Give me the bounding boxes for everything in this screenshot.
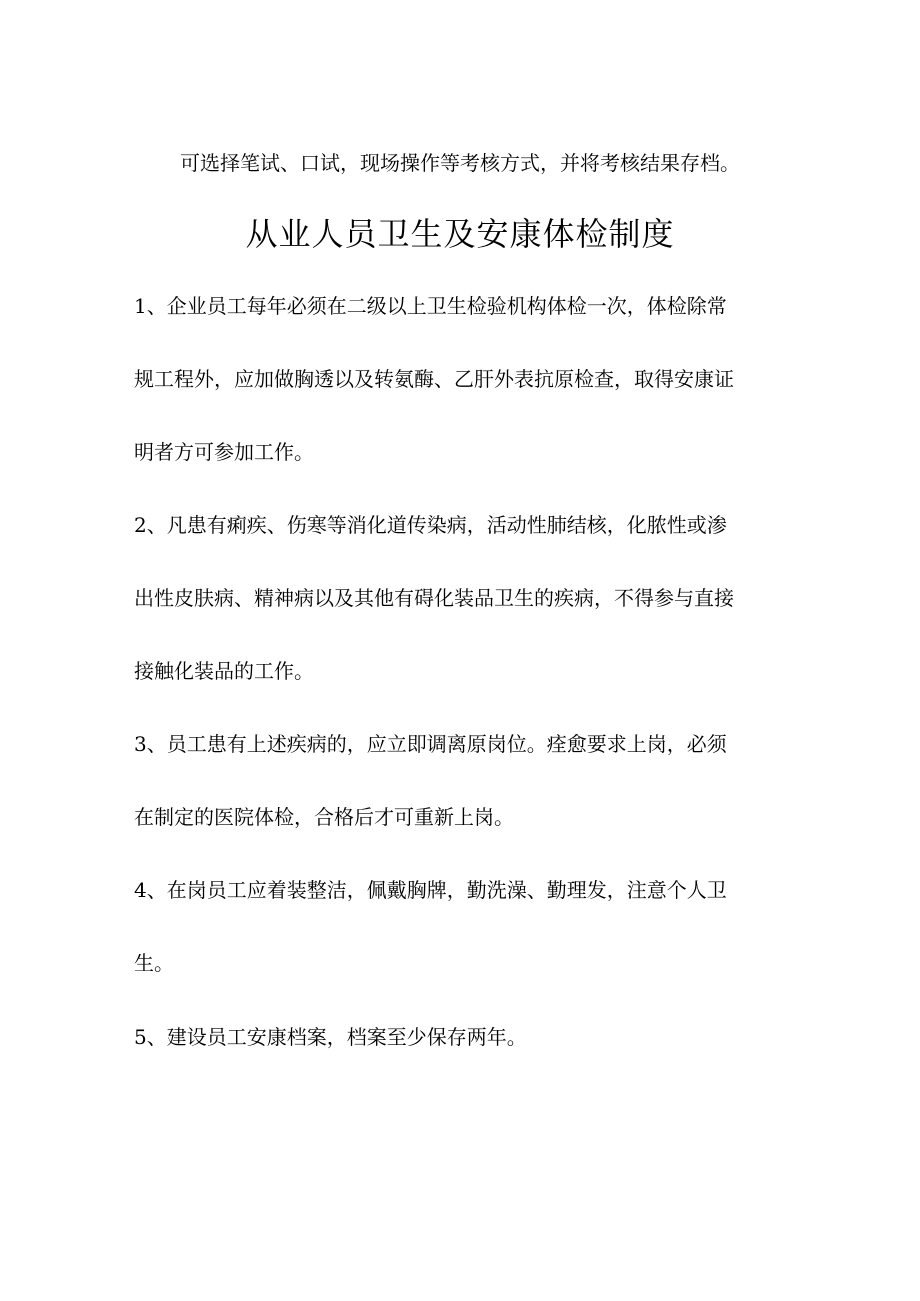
intro-paragraph: 可选择笔试、口试，现场操作等考核方式，并将考核结果存档。 (180, 151, 740, 175)
item-3-line-2: 在制定的医院体检，合格后才可重新上岗。 (134, 805, 514, 829)
item-4-line-2: 生。 (134, 951, 174, 975)
item-5-line-1: 5、建设员工安康档案，档案至少保存两年。 (134, 1025, 527, 1049)
document-title: 从业人员卫生及安康体检制度 (245, 215, 675, 253)
item-1-line-1: 1、企业员工每年必须在二级以上卫生检验机构体检一次，体检除常 (134, 294, 727, 318)
item-4-line-1: 4、在岗员工应着装整洁，佩戴胸牌，勤洗澡、勤理发，注意个人卫 (134, 878, 727, 902)
item-3-line-1: 3、员工患有上述疾病的，应立即调离原岗位。痊愈要求上岗，必须 (134, 732, 727, 756)
item-1-line-2: 规工程外，应加做胸透以及转氨酶、乙肝外表抗原检查，取得安康证 (134, 367, 734, 391)
item-2-line-1: 2、凡患有痢疾、伤寒等消化道传染病，活动性肺结核，化脓性或渗 (134, 513, 727, 537)
item-2-line-3: 接触化装品的工作。 (134, 659, 314, 683)
item-1-line-3: 明者方可参加工作。 (134, 440, 314, 464)
item-2-line-2: 出性皮肤病、精神病以及其他有碍化装品卫生的疾病，不得参与直接 (134, 586, 734, 610)
